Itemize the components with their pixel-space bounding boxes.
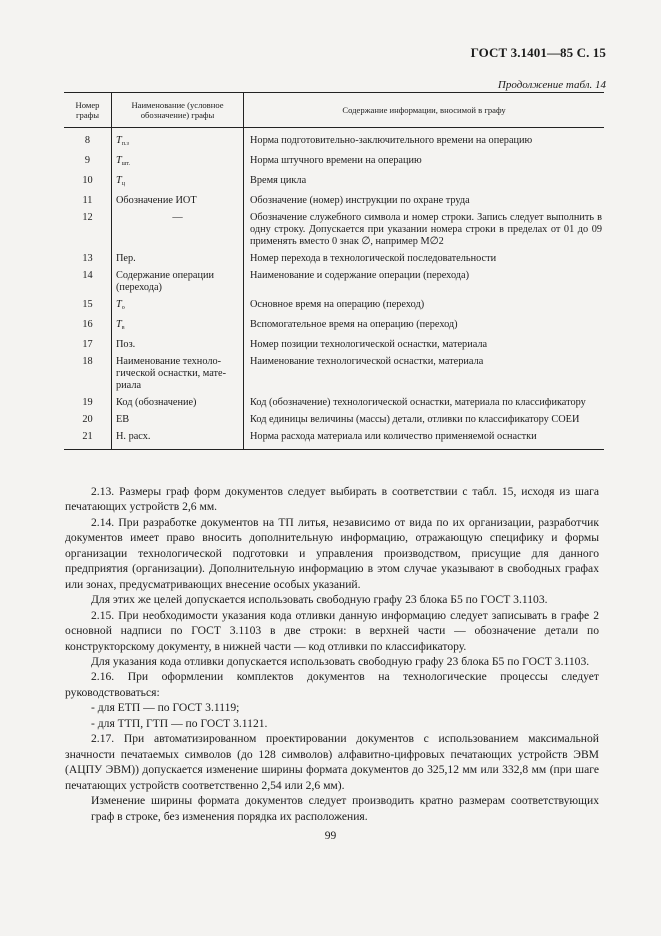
table-body [64,128,604,450]
column-header-name: Наименование (условное обозначение) графы [112,93,244,128]
row-name: Обозначение ИОТ [112,193,244,210]
row-name [112,173,244,193]
symbol: T [116,175,122,186]
row-number: 15 [82,299,93,310]
symbol-subscript: п.з [121,141,129,147]
row-content: Код (обозначение) технологической оснастки, материала по классификатору [250,397,586,408]
row-content: Норма расхода материала или количество применяемой оснастки [250,431,537,442]
document-header: ГОСТ 3.1401—85 С. 15 [470,45,606,60]
column-header-content: Содержание информации, вносимой в графу [244,93,605,128]
table-row [64,210,604,251]
paragraph-2-13: 2.13. Размеры граф форм документов следует выбирать в соответствии с табл. 15, исходя из шага печатающих устройств 2,6 мм. [65,485,599,514]
table-row [64,268,604,297]
table-row [64,429,604,450]
row-name [112,317,244,337]
paragraph: Для этих же целей допускается использовать свободную графу 23 блока Б5 по ГОСТ 3.1103. [91,593,548,607]
paragraph-2-17: 2.17. При автоматизированном проектировании документов с использованием максимальной значности печатаемых символов (до 128 символов) алфавитно-цифровых печатающих устройств ЭВМ (АЦПУ ЭВМ)) допускается изменение ширины формата документов до 325,12 мм или 332,8 мм (при шаге печатающих устройств соответственно 2,54 или 2,6 мм). [65,732,599,792]
symbol-subscript: ц [121,181,125,187]
row-content: Наименование и содержание операции (перехода) [250,270,470,281]
row-name [112,297,244,317]
row-number: 12 [82,212,93,223]
list-item: - для ЕТП — по ГОСТ 3.1119; [91,701,240,715]
table-row [64,251,604,268]
table-row [64,395,604,412]
row-content: Время цикла [250,175,307,186]
table-header-row [64,93,604,128]
row-number: 19 [82,397,93,408]
row-number: 8 [84,135,91,146]
row-number: 21 [82,431,93,442]
row-name: Н. расх. [112,429,244,450]
table-row [64,412,604,429]
row-number: 10 [82,175,93,186]
row-content: Номер позиции технологической оснастки, материала [250,339,488,350]
table-row [64,193,604,210]
symbol: T [116,155,122,166]
body-text [65,484,599,824]
row-content: Норма штучного времени на операцию [250,155,422,166]
symbol-subscript: шт. [121,161,131,167]
table-row [64,337,604,354]
row-content: Обозначение служебного символа и номер строки. Запись следует выполнить в одну строку. Допускается при указании номера строки в пределах от 01 до 09 применять вместо 0 знак ∅, например М∅2 [250,212,602,247]
table-14 [64,92,604,450]
row-number: 9 [84,155,91,166]
row-number: 18 [82,356,93,367]
symbol: T [116,299,122,310]
row-number: 14 [82,270,93,281]
row-number: 17 [82,339,93,350]
paragraph-2-14: 2.14. При разработке документов на ТП литья, независимо от вида по их организации, разработчик документов имеет право вносить дополнительную информацию, отражающую специфику и формы организации технологической подготовки и управления производством, присущие для данного предприятия (организации). Дополнительную информацию в этом случае указывают в свободных графах или зонах, предусматривающих внесение особых указаний. [65,515,599,591]
symbol-subscript: о [121,305,125,311]
row-name: — [112,210,244,251]
paragraph: Для указания кода отливки допускается использовать свободную графу 23 блока Б5 по ГОСТ 3.1103. [91,654,590,668]
table-row [64,317,604,337]
table-row [64,173,604,193]
list-item: - для ТТП, ГТП — по ГОСТ 3.1121. [91,716,268,730]
paragraph: Изменение ширины формата документов следует производить кратно размерам соответствующих граф в строке, без изменения порядка их расположения. [91,794,599,823]
page-number: 99 [324,830,337,842]
row-name [112,128,244,154]
table-row [64,128,604,154]
symbol: T [116,135,122,146]
column-header-number: Номер графы [64,93,112,128]
row-content: Номер перехода в технологической последовательности [250,253,497,264]
row-number: 20 [82,414,93,425]
row-content: Наименование технологической оснастки, материала [250,356,484,367]
row-content: Вспомогательное время на операцию (переход) [250,319,458,330]
row-name: Поз. [112,337,244,354]
row-number: 11 [82,195,93,206]
table-row [64,153,604,173]
row-name: Код (обозначение) [112,395,244,412]
row-content: Код единицы величины (массы) детали, отливки по классификатору СОЕИ [250,414,580,425]
row-name: Содержание операции (перехода) [112,268,244,297]
table-continuation-label: Продолжение табл. 14 [497,79,606,91]
row-number: 16 [82,319,93,330]
row-name: Пер. [112,251,244,268]
row-content: Обозначение (номер) инструкции по охране труда [250,195,470,206]
paragraph-2-15: 2.15. При необходимости указания кода отливки данную информацию следует записывать в графе 2 основной надписи по ГОСТ 3.1103 в две строки: в верхней части — обозначение детали по конструкторскому документу, в нижней части — код отливки по классификатору. [65,608,599,653]
row-content: Норма подготовительно-заключительного времени на операцию [250,135,533,146]
symbol: T [116,319,122,330]
paragraph-2-16: 2.16. При оформлении комплектов документов на технологические процессы следует руководствоваться: [65,670,599,699]
symbol-subscript: в [121,325,125,331]
row-name: ЕВ [112,412,244,429]
table-row [64,297,604,317]
row-name: Наименование техноло-гической оснастки, мате-риала [112,354,244,395]
row-number: 13 [82,253,93,264]
table-row [64,354,604,395]
row-name [112,153,244,173]
row-content: Основное время на операцию (переход) [250,299,425,310]
